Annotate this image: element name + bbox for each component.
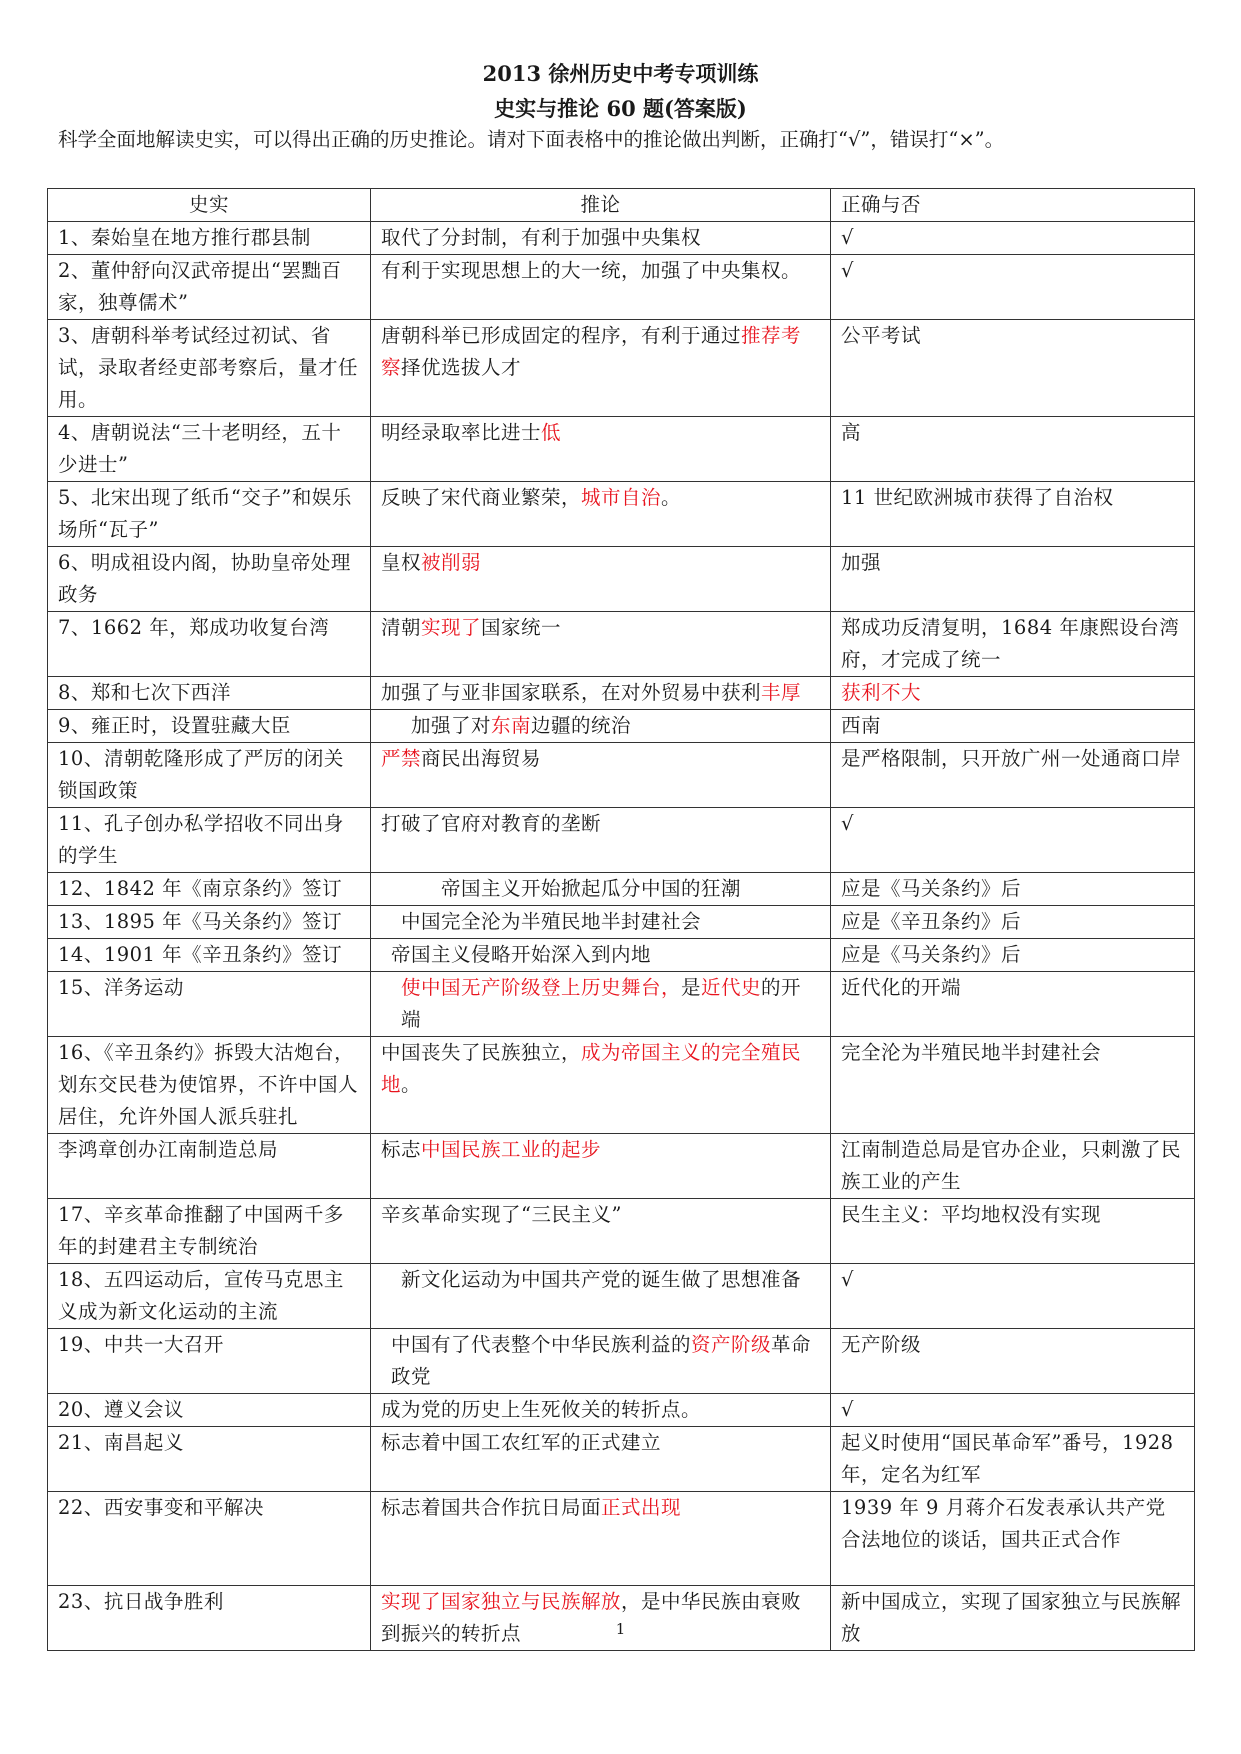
inference-cell (371, 1134, 831, 1199)
table-row (48, 710, 1195, 743)
highlighted-error-text: 严禁 (381, 747, 422, 770)
inference-text: 中国丧失了民族独立， (381, 1041, 582, 1064)
answer-cell (831, 677, 1195, 710)
highlighted-error-text: 实现了国家独立与民族解放 (381, 1590, 622, 1613)
inference-text: 择优选拔人才 (401, 356, 522, 379)
table-row (48, 939, 1195, 972)
fact-cell: 李鸿章创办江南制造总局 (48, 1134, 371, 1199)
table-row (48, 1037, 1195, 1134)
fact-cell: 4、唐朝说法“三十老明经，五十少进士” (48, 417, 371, 482)
inference-text: 加强了与亚非国家联系，在对外贸易中获利 (381, 681, 762, 704)
highlighted-error-text: 被削弱 (421, 551, 482, 574)
fact-cell: 19、中共一大召开 (48, 1329, 371, 1394)
table-body (48, 222, 1195, 1651)
table-row (48, 1586, 1195, 1651)
answer-text: 江南制造总局是官办企业，只刺激了民族工业的产生 (841, 1138, 1182, 1193)
inference-text: 中国完全沦为半殖民地半封建社会 (401, 910, 702, 933)
table-row (48, 547, 1195, 612)
table-row (48, 1199, 1195, 1264)
fact-cell: 6、明成祖设内阁，协助皇帝处理政务 (48, 547, 371, 612)
inference-text: 加强了对 (411, 714, 492, 737)
header-inference: 推论 (371, 189, 831, 222)
fact-cell: 16、《辛丑条约》拆毁大沽炮台，划东交民巷为使馆界，不许中国人居住，允许外国人派兵驻扎 (48, 1037, 371, 1134)
fact-cell: 5、北宋出现了纸币“交子”和娱乐场所“瓦子” (48, 482, 371, 547)
inference-cell (371, 417, 831, 482)
table-row (48, 743, 1195, 808)
answer-text: 1939 年 9 月蒋介石发表承认共产党合法地位的谈话，国共正式合作 (841, 1496, 1166, 1551)
inference-text: ，是中华民族由衰败到振兴的转折点 (381, 1590, 802, 1645)
table-row (48, 1329, 1195, 1394)
table-row (48, 482, 1195, 547)
inference-cell (371, 677, 831, 710)
answer-cell (831, 972, 1195, 1037)
inference-text: 辛亥革命实现了“三民主义” (381, 1203, 622, 1226)
answer-cell (831, 1427, 1195, 1492)
header-answer: 正确与否 (831, 189, 1195, 222)
inference-cell (371, 320, 831, 417)
answer-text: √ (841, 226, 854, 249)
answer-cell (831, 612, 1195, 677)
table-row (48, 1492, 1195, 1586)
answer-cell (831, 939, 1195, 972)
table-row (48, 873, 1195, 906)
inference-cell (371, 1199, 831, 1264)
inference-cell (371, 222, 831, 255)
table-row (48, 222, 1195, 255)
page-title: 2013 徐州历史中考专项训练 (482, 61, 759, 86)
inference-cell (371, 612, 831, 677)
inference-cell (371, 808, 831, 873)
highlighted-error-text: 资产阶级 (691, 1333, 772, 1356)
table-row (48, 1134, 1195, 1199)
fact-cell: 10、清朝乾隆形成了严厉的闭关锁国政策 (48, 743, 371, 808)
fact-cell: 21、南昌起义 (48, 1427, 371, 1492)
answer-cell (831, 320, 1195, 417)
answer-text: 应是《马关条约》后 (841, 943, 1022, 966)
answer-text: 民生主义：平均地权没有实现 (841, 1203, 1102, 1226)
inference-cell (371, 1586, 831, 1651)
highlighted-error-text: 使中国无产阶级登上历史舞台， (401, 976, 682, 999)
fact-cell: 17、辛亥革命推翻了中国两千多年的封建君主专制统治 (48, 1199, 371, 1264)
inference-cell (371, 710, 831, 743)
page-subtitle: 史实与推论 60 题(答案版) (494, 96, 747, 121)
answer-text: 起义时使用“国民革命军”番号，1928 年，定名为红军 (841, 1431, 1174, 1486)
intro-text: 科学全面地解读史实，可以得出正确的历史推论。请对下面表格中的推论做出判断，正确打“√”，错误打“×”。 (58, 128, 1005, 151)
inference-text: 成为党的历史上生死攸关的转折点。 (381, 1398, 702, 1421)
fact-inference-table (47, 188, 1195, 1651)
answer-cell (831, 417, 1195, 482)
highlighted-error-text: 正式出现 (601, 1496, 682, 1519)
answer-text: 高 (841, 421, 862, 444)
inference-cell (371, 972, 831, 1037)
highlighted-error-text: 东南 (491, 714, 532, 737)
inference-text: 。 (401, 1073, 422, 1096)
highlighted-error-text: 低 (541, 421, 562, 444)
highlighted-error-text: 丰厚 (761, 681, 802, 704)
answer-cell (831, 743, 1195, 808)
inference-text: 革命政党 (391, 1333, 812, 1388)
header-fact: 史实 (48, 189, 371, 222)
answer-text: 加强 (841, 551, 882, 574)
inference-text: 。 (661, 486, 682, 509)
inference-text: 商民出海贸易 (421, 747, 542, 770)
fact-cell: 12、1842 年《南京条约》签订 (48, 873, 371, 906)
fact-cell: 8、郑和七次下西洋 (48, 677, 371, 710)
table-row (48, 677, 1195, 710)
answer-cell (831, 1492, 1195, 1586)
answer-cell (831, 808, 1195, 873)
table-row (48, 808, 1195, 873)
fact-cell: 13、1895 年《马关条约》签订 (48, 906, 371, 939)
inference-text: 边疆的统治 (531, 714, 632, 737)
inference-text: 明经录取率比进士 (381, 421, 542, 444)
inference-text: 打破了官府对教育的垄断 (381, 812, 602, 835)
inference-cell (371, 1329, 831, 1394)
answer-text: 公平考试 (841, 324, 922, 347)
table-header-row (48, 189, 1195, 222)
answer-text: 应是《辛丑条约》后 (841, 910, 1022, 933)
inference-text: 帝国主义开始掀起瓜分中国的狂潮 (441, 877, 742, 900)
inference-text: 标志 (381, 1138, 422, 1161)
highlighted-answer-text: 获利不大 (841, 681, 922, 704)
inference-text: 唐朝科举已形成固定的程序，有利于通过 (381, 324, 742, 347)
inference-cell (371, 939, 831, 972)
answer-cell (831, 222, 1195, 255)
answer-text: 应是《马关条约》后 (841, 877, 1022, 900)
inference-text: 清朝 (381, 616, 422, 639)
answer-cell (831, 1586, 1195, 1651)
inference-cell (371, 1394, 831, 1427)
answer-text: √ (841, 812, 854, 835)
highlighted-error-text: 中国民族工业的起步 (421, 1138, 602, 1161)
table-row (48, 612, 1195, 677)
answer-text: 是严格限制，只开放广州一处通商口岸 (841, 747, 1182, 770)
inference-cell (371, 1427, 831, 1492)
fact-cell: 23、抗日战争胜利 (48, 1586, 371, 1651)
inference-cell (371, 482, 831, 547)
fact-cell: 15、洋务运动 (48, 972, 371, 1037)
highlighted-error-text: 近代史 (701, 976, 762, 999)
answer-text: 西南 (841, 714, 882, 737)
inference-text: 新文化运动为中国共产党的诞生做了思想准备 (401, 1268, 802, 1291)
answer-cell (831, 906, 1195, 939)
fact-cell: 11、孔子创办私学招收不同出身的学生 (48, 808, 371, 873)
inference-cell (371, 743, 831, 808)
answer-text: √ (841, 259, 854, 282)
answer-text: 无产阶级 (841, 1333, 922, 1356)
inference-text: 有利于实现思想上的大一统，加强了中央集权。 (381, 259, 802, 282)
answer-text: 完全沦为半殖民地半封建社会 (841, 1041, 1102, 1064)
inference-cell (371, 1492, 831, 1586)
highlighted-error-text: 城市自治 (581, 486, 662, 509)
answer-cell (831, 1329, 1195, 1394)
answer-text: √ (841, 1398, 854, 1421)
fact-cell: 14、1901 年《辛丑条约》签订 (48, 939, 371, 972)
answer-cell (831, 255, 1195, 320)
answer-cell (831, 1264, 1195, 1329)
inference-text: 标志着中国工农红军的正式建立 (381, 1431, 662, 1454)
answer-cell (831, 1394, 1195, 1427)
highlighted-error-text: 推荐考察 (381, 324, 802, 379)
inference-cell (371, 547, 831, 612)
answer-cell (831, 1134, 1195, 1199)
inference-cell (371, 1037, 831, 1134)
fact-cell: 20、遵义会议 (48, 1394, 371, 1427)
table-row (48, 1264, 1195, 1329)
inference-cell (371, 873, 831, 906)
inference-text: 国家统一 (481, 616, 562, 639)
inference-cell (371, 906, 831, 939)
inference-text: 帝国主义侵略开始深入到内地 (391, 943, 652, 966)
fact-cell: 18、五四运动后，宣传马克思主义成为新文化运动的主流 (48, 1264, 371, 1329)
answer-cell (831, 482, 1195, 547)
inference-text: 的开端 (401, 976, 802, 1031)
answer-text: 新中国成立，实现了国家独立与民族解放 (841, 1590, 1182, 1645)
inference-text: 皇权 (381, 551, 422, 574)
table-row (48, 972, 1195, 1037)
page-number: 1 (615, 1620, 626, 1638)
table-row (48, 255, 1195, 320)
answer-cell (831, 1037, 1195, 1134)
answer-cell (831, 547, 1195, 612)
answer-text: √ (841, 1268, 854, 1291)
fact-cell: 7、1662 年，郑成功收复台湾 (48, 612, 371, 677)
fact-cell: 2、董仲舒向汉武帝提出“罢黜百家，独尊儒术” (48, 255, 371, 320)
highlighted-error-text: 实现了 (421, 616, 482, 639)
inference-text: 取代了分封制，有利于加强中央集权 (381, 226, 702, 249)
answer-text: 郑成功反清复明，1684 年康熙设台湾府，才完成了统一 (841, 616, 1180, 671)
highlighted-error-text: 成为帝国主义的完全殖民地 (381, 1041, 802, 1096)
answer-text: 11 世纪欧洲城市获得了自治权 (841, 486, 1114, 509)
answer-cell (831, 1199, 1195, 1264)
inference-text: 中国有了代表整个中华民族利益的 (391, 1333, 692, 1356)
inference-text: 标志着国共合作抗日局面 (381, 1496, 602, 1519)
inference-text: 是 (681, 976, 702, 999)
table-row (48, 1394, 1195, 1427)
fact-cell: 22、西安事变和平解决 (48, 1492, 371, 1586)
table-row (48, 417, 1195, 482)
fact-cell: 3、唐朝科举考试经过初试、省试，录取者经吏部考察后，量才任用。 (48, 320, 371, 417)
table-row (48, 320, 1195, 417)
fact-cell: 1、秦始皇在地方推行郡县制 (48, 222, 371, 255)
inference-text: 反映了宋代商业繁荣， (381, 486, 582, 509)
answer-text: 近代化的开端 (841, 976, 962, 999)
answer-cell (831, 710, 1195, 743)
fact-cell: 9、雍正时，设置驻藏大臣 (48, 710, 371, 743)
inference-cell (371, 1264, 831, 1329)
inference-cell (371, 255, 831, 320)
table-row (48, 906, 1195, 939)
table-row (48, 1427, 1195, 1492)
answer-cell (831, 873, 1195, 906)
